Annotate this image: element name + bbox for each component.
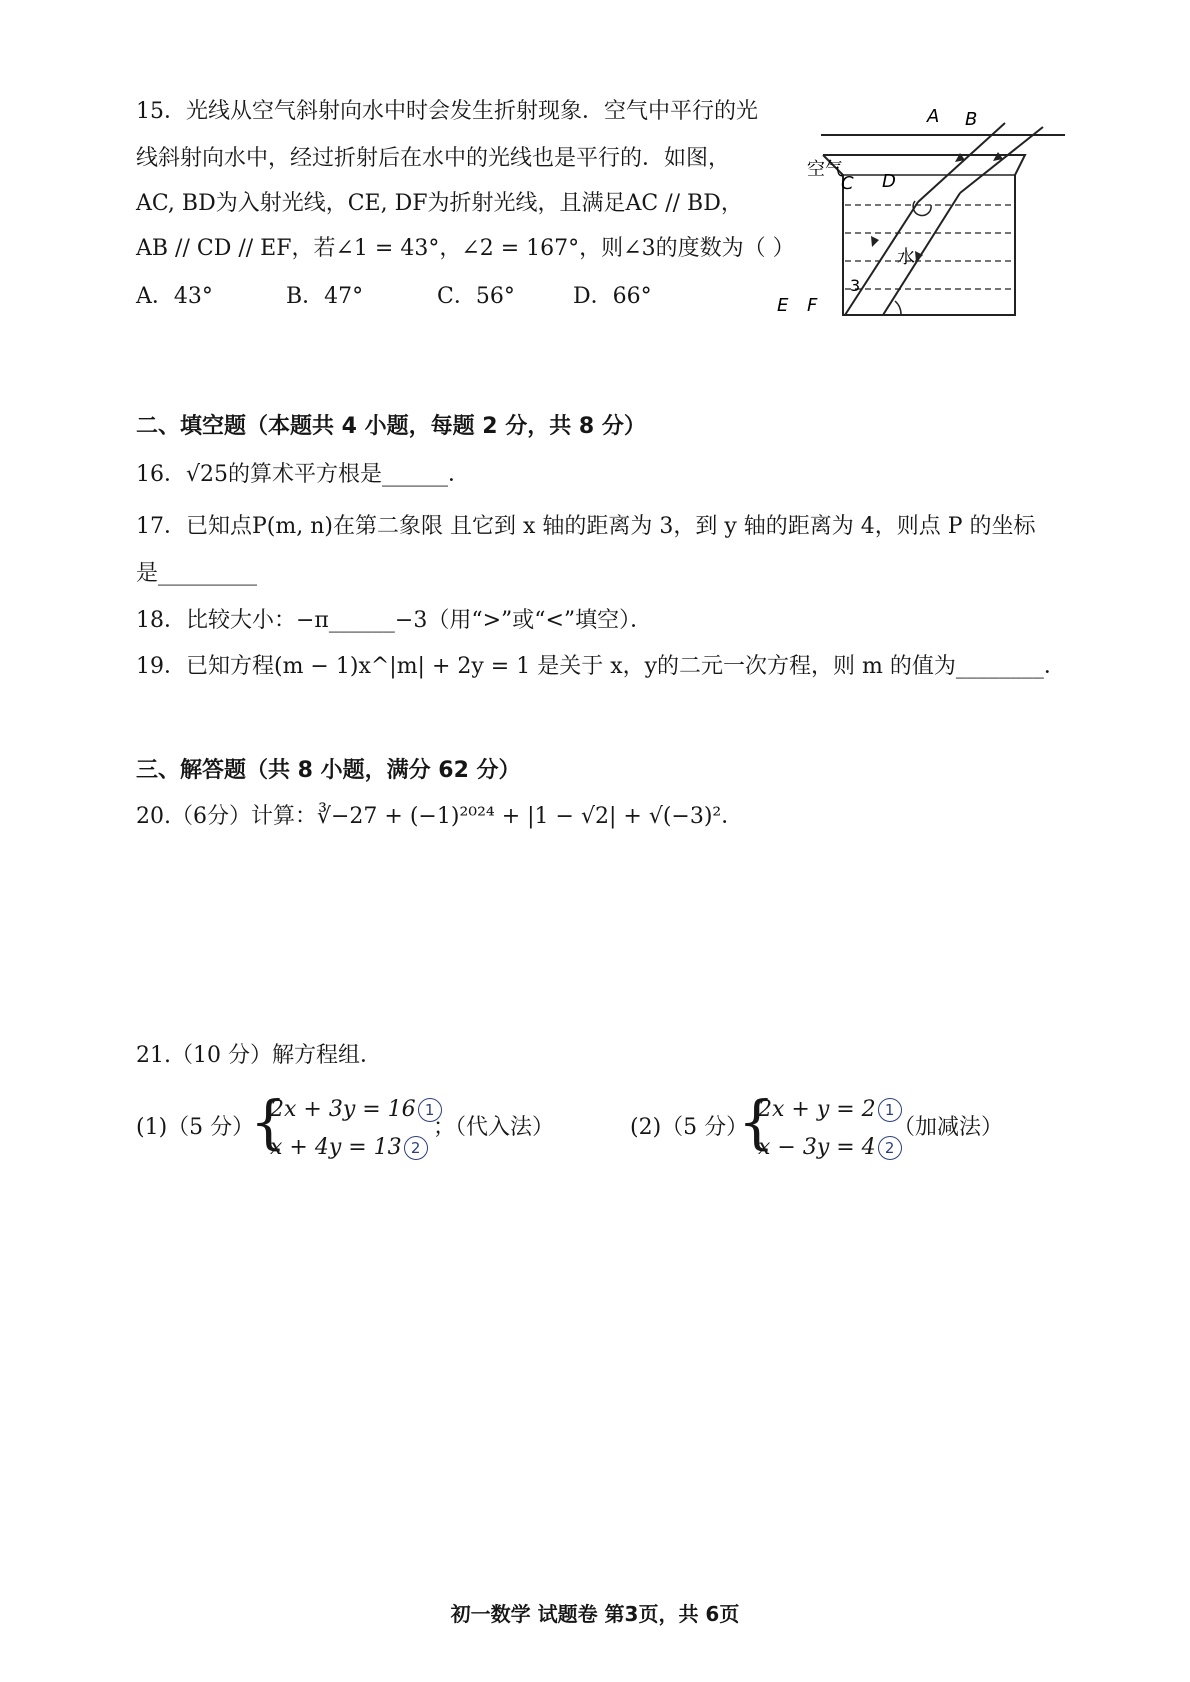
q20-text: 20.（6分）计算：∛−27 + (−1)²⁰²⁴ + |1 − √2| + √(−3)²． (136, 804, 744, 829)
label-air: 空气 (807, 159, 843, 180)
q21-part2-eq1 (758, 1096, 902, 1124)
label-b: B (965, 109, 978, 130)
q16-text: 16．√25的算术平方根是______． (136, 462, 471, 487)
label-f: F (807, 295, 818, 316)
label-angle-3: 3 (850, 276, 861, 295)
q15-line-4: AB // CD // EF，若∠1 = 43°，∠2 = 167°，则∠3的度数为（ ） (136, 236, 795, 261)
q21-part1-brace: { (250, 1088, 287, 1156)
q21-part2-brace: { (738, 1088, 775, 1156)
q21-part1-eq1 (270, 1096, 442, 1124)
label-e: E (777, 295, 789, 316)
q15-line-2: 线斜射向水中，经过折射后在水中的光线也是平行的．如图， (136, 146, 731, 171)
q21-part2-eq1-text: 2x + y = 2 (758, 1097, 876, 1122)
q21-part1-method: ；（代入法） (433, 1115, 555, 1140)
circled-2-icon: 2 (404, 1136, 428, 1160)
q18-text: 18．比较大小：−π______−3（用“>”或“<”填空）． (136, 608, 653, 633)
refraction-diagram (777, 105, 1075, 345)
q17-line-2: 是_________ (136, 561, 258, 586)
q21-part1-eq2 (270, 1134, 428, 1162)
q15-option-a: A．43° (136, 284, 213, 309)
circled-1-icon: 1 (878, 1098, 902, 1122)
q21-part2-label: (2)（5 分） (630, 1115, 749, 1140)
page-footer: 初一数学 试题卷 第3页，共 6页 (450, 1602, 740, 1626)
q21-part1-eq2-text: x + 4y = 13 (270, 1135, 402, 1160)
label-d: D (882, 171, 896, 192)
label-c: C (841, 173, 854, 194)
q21-heading: 21.（10 分）解方程组． (136, 1043, 382, 1068)
q15-option-d: D．66° (573, 284, 652, 309)
q19-text: 19．已知方程(m − 1)x^|m| + 2y = 1 是关于 x，y的二元一次方程，则 m 的值为________． (136, 654, 1066, 679)
q15-line-3: AC, BD为入射光线，CE, DF为折射光线，且满足AC // BD， (136, 191, 743, 216)
q21-part2-eq2 (758, 1134, 902, 1162)
q15-option-b: B．47° (286, 284, 364, 309)
section-2-heading: 二、填空题（本题共 4 小题，每题 2 分，共 8 分） (136, 414, 646, 439)
section-3-heading: 三、解答题（共 8 小题，满分 62 分） (136, 758, 521, 783)
label-water: 水 (897, 247, 915, 268)
label-a: A (927, 106, 940, 127)
q21-part2-eq2-text: x − 3y = 4 (758, 1135, 876, 1160)
q15-line-1: 15．光线从空气斜射向水中时会发生折射现象．空气中平行的光 (136, 99, 758, 124)
q21-part1-eq1-text: 2x + 3y = 16 (270, 1097, 416, 1122)
circled-2-icon: 2 (878, 1136, 902, 1160)
q21-part2-method: （加减法） (893, 1115, 1004, 1140)
circled-1-icon: 1 (418, 1098, 442, 1122)
q15-option-c: C．56° (437, 284, 515, 309)
q21-part1-label: (1)（5 分） (136, 1115, 255, 1140)
q17-line-1: 17．已知点P(m, n)在第二象限 且它到 x 轴的距离为 3，到 y 轴的距离为 4，则点 P 的坐标 (136, 514, 1036, 539)
